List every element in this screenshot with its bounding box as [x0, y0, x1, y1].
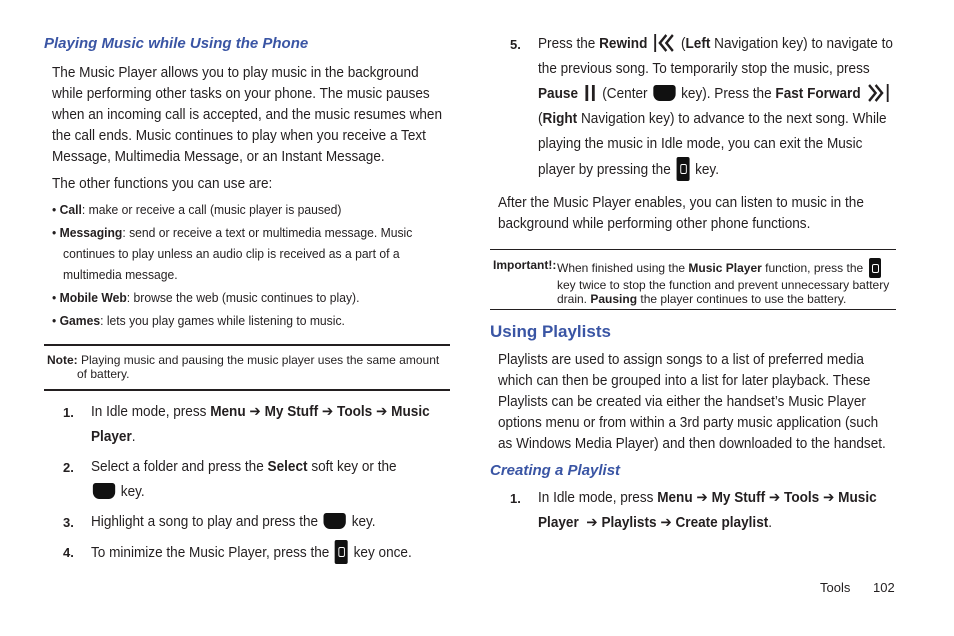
important-box: Important!: When finished using the Music Player function, press the key twice to stop the function and prevent unnecessary battery drain. Pausing the player continues to use the battery. — [493, 258, 890, 306]
step-number: 1. — [63, 405, 74, 420]
footer-section: Tools — [820, 580, 851, 595]
pause-icon — [584, 83, 597, 103]
page-number: 102 — [873, 580, 895, 595]
arrow-icon: ➔ — [376, 404, 388, 420]
step-1: In Idle mode, press Menu ➔ My Stuff ➔ Tools ➔ Music Player. — [91, 404, 430, 445]
step-5: Press the Rewind (Left Navigation key) to navigate to the previous song. To temporarily stop the music, press Pause (Center key). Press the Fast Forward (Right Navigation key) to advance to the next song. While playing the music in Idle mode, you can exit the Music player by pressing the key. — [538, 32, 929, 183]
step-4: To minimize the Music Player, press the key once. — [91, 540, 444, 566]
bullet-messaging: • Messaging: send or receive a text or multimedia message. Music — [52, 225, 413, 240]
rewind-icon — [653, 33, 675, 53]
arrow-icon: ➔ — [768, 490, 781, 506]
step-number: 4. — [63, 545, 74, 560]
arrow-icon: ➔ — [696, 490, 708, 506]
bullet-mobile-web: • Mobile Web: browse the web (music continues to play). — [52, 290, 360, 305]
step-3: Highlight a song to play and press the key. — [91, 514, 376, 530]
note-label: Note: — [47, 353, 78, 367]
note-box — [47, 353, 447, 381]
step-number: 1. — [510, 491, 521, 506]
create-step-1: In Idle mode, press Menu ➔ My Stuff ➔ Tools ➔ Music Player ➔ Playlists ➔ Create playlist. — [538, 490, 877, 531]
intro-paragraph — [52, 63, 452, 168]
important-top-rule — [490, 249, 896, 250]
arrow-icon: ➔ — [586, 515, 598, 531]
important-bottom-rule — [490, 309, 896, 310]
arrow-icon: ➔ — [249, 404, 261, 420]
section-heading-using-playlists: Using Playlists — [490, 322, 611, 341]
section-heading-playing-music: Playing Music while Using the Phone — [44, 35, 309, 52]
arrow-icon: ➔ — [823, 490, 835, 506]
intro-line: Message, Multimedia Message, or an Instant Message. — [52, 149, 385, 165]
arrow-icon: ➔ — [321, 404, 334, 420]
intro-line: while performing other tasks on your phone. The music pauses — [52, 86, 430, 102]
step-2: Select a folder and press the Select soft key or the key. — [91, 459, 397, 500]
arrow-icon: ➔ — [660, 515, 672, 531]
subheading-creating-playlist: Creating a Playlist — [490, 462, 621, 479]
note-bottom-rule — [44, 389, 450, 391]
important-label: Important!: — [493, 258, 557, 272]
end-key-icon — [335, 540, 348, 564]
other-functions-text: The other functions you can use are: — [52, 176, 273, 192]
bullet-call: • Call: make or receive a call (music player is paused) — [52, 202, 342, 217]
intro-line: the call ends. Music continues to play when you receive a Text — [52, 128, 426, 144]
center-key-icon — [93, 483, 115, 499]
step-number: 3. — [63, 515, 74, 530]
bullet-games: • Games: lets you play games while listening to music. — [52, 313, 345, 328]
note-top-rule — [44, 344, 450, 346]
playlists-paragraph: Playlists are used to assign songs to a list of preferred media which can then be grouped into a list for later playback. These Playlists can be created via either the handset’s Music Player options menu or from within a 3rd party music application (such as Windows Media Player) and then downloaded to the handset. — [498, 352, 886, 452]
center-key-icon — [653, 85, 675, 101]
center-key-icon — [324, 513, 346, 529]
step-number: 5. — [510, 37, 521, 52]
bullet-messaging-cont: multimedia message. — [63, 267, 178, 282]
bullet-messaging-cont: continues to play unless an audio clip is received as a part of a — [63, 246, 400, 261]
end-key-icon — [676, 157, 689, 181]
intro-line: when an incoming call is accepted, and the music resumes when — [52, 107, 443, 123]
fast-forward-icon — [866, 83, 890, 103]
step-number: 2. — [63, 460, 74, 475]
bullet-list — [52, 199, 448, 331]
note-text: Playing music and pausing the music player uses the same amount — [81, 353, 440, 367]
after-paragraph: After the Music Player enables, you can listen to music in the background while performing other phone functions. — [498, 195, 864, 232]
intro-line: The Music Player allows you to play music in the background — [52, 65, 419, 81]
note-text-cont: of battery. — [77, 367, 130, 381]
end-key-icon — [869, 258, 881, 278]
